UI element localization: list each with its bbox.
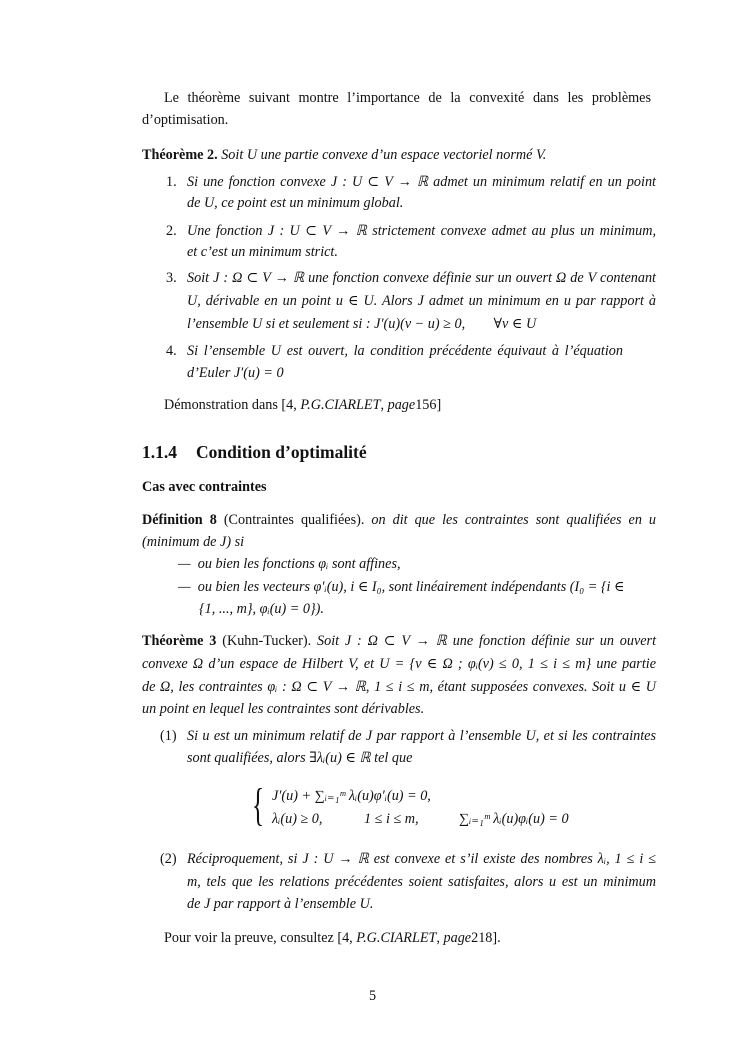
definition-8-item-2: — ou bien les vecteurs φ′ᵢ(u), i ∈ I₀, sont linéairement indépendants (I₀ = {i ∈	[178, 579, 625, 595]
definition-8-line-1: Définition 8 (Contraintes qualifiées). on dit que les contraintes sont qualifiées en u	[142, 512, 657, 528]
theorem-3-line-1: Théorème 3 (Kuhn-Tucker). Soit J : Ω ⊂ V → ℝ une fonction définie sur un ouvert	[142, 633, 657, 649]
theorem-2-statement: Soit U une partie convexe d’un espace vectoriel normé V.	[221, 147, 547, 163]
theorem-3-item-2-line-1: Réciproquement, si J : U → ℝ est convexe et s’il existe des nombres λᵢ, 1 ≤ i ≤	[187, 851, 656, 867]
theorem-2-item-1-line-1: Si une fonction convexe J : U ⊂ V → ℝ admet un minimum relatif en un point	[187, 174, 656, 190]
theorem-3-item-2-line-2: m, tels que les relations précédentes soient satisfaites, alors u est un minimum	[187, 874, 656, 890]
theorem-3-line-2: convexe Ω d’un espace de Hilbert V, et U = {v ∈ Ω ; φᵢ(v) ≤ 0, 1 ≤ i ≤ m} une partie	[142, 656, 656, 672]
theorem-2-item-3-line-2: U, dérivable en un point u ∈ U. Alors J admet un minimum en u par rapport à	[187, 293, 656, 309]
system-equation-2c: ∑ᵢ₌₁ᵐ λᵢ(u)φᵢ(u) = 0	[459, 811, 569, 827]
definition-8-item-1: — ou bien les fonctions φᵢ sont affines,	[178, 556, 401, 572]
system-brace: {	[252, 779, 265, 830]
theorem-3-line-3: de Ω, les contraintes φᵢ : Ω ⊂ V → ℝ, 1 ≤ i ≤ m, étant supposées convexes. Soit u ∈ U	[142, 679, 656, 695]
proof-author: P.G.CIARLET	[356, 930, 437, 946]
theorem-2-item-4-line-1: Si l’ensemble U est ouvert, la condition précédente équivaut à l’équation	[187, 343, 623, 359]
section-heading	[142, 442, 367, 463]
theorem-3-item-2-line-3: de J par rapport à l’ensemble U.	[187, 896, 374, 912]
definition-8-label: Définition 8	[142, 512, 217, 528]
theorem-2-item-3-line-1: Soit J : Ω ⊂ V → ℝ une fonction convexe définie sur un ouvert Ω de V contenant	[187, 270, 656, 286]
intro-line-1: Le théorème suivant montre l’importance de la convexité dans les problèmes	[164, 90, 651, 106]
system-equation-2a: λᵢ(u) ≥ 0,	[272, 811, 323, 827]
theorem-2-item-2-number: 2.	[166, 223, 177, 239]
theorem-2-item-4-line-2: d’Euler J′(u) = 0	[187, 365, 284, 381]
demo-author: P.G.CIARLET	[300, 397, 381, 413]
theorem-3-item-1-number: (1)	[160, 728, 177, 744]
section-subtitle: Cas avec contraintes	[142, 479, 267, 495]
theorem-2-header	[142, 145, 546, 165]
system-equation-2b: 1 ≤ i ≤ m,	[364, 811, 419, 827]
theorem-3-line-4: un point en lequel les contraintes sont dérivables.	[142, 701, 425, 717]
theorem-3-name: (Kuhn-Tucker).	[222, 633, 312, 649]
definition-8-name: (Contraintes qualifiées).	[223, 512, 365, 528]
theorem-3-proof-reference: Pour voir la preuve, consultez [4, P.G.CIARLET, page218].	[164, 930, 501, 946]
section-number: 1.1.4	[142, 442, 177, 462]
definition-8-item-2-line-2: {1, ..., m}, φᵢ(u) = 0}).	[199, 601, 324, 617]
theorem-2-item-4-number: 4.	[166, 343, 177, 359]
theorem-2-item-2-line-1: Une fonction J : U ⊂ V → ℝ strictement convexe admet au plus un minimum,	[187, 223, 656, 239]
theorem-2-demonstration: Démonstration dans [4, P.G.CIARLET, page156]	[164, 397, 442, 413]
system-equation-1: J′(u) + ∑ᵢ₌₁ᵐ λᵢ(u)φ′ᵢ(u) = 0,	[272, 788, 431, 804]
theorem-2-item-3-line-3: l’ensemble U si et seulement si : J′(u)(v − u) ≥ 0, ∀v ∈ U	[187, 316, 537, 332]
definition-8-line-2: (minimum de J) si	[142, 534, 245, 550]
theorem-2-item-2-line-2: et c’est un minimum strict.	[187, 244, 338, 260]
theorem-2-item-3-number: 3.	[166, 270, 177, 286]
theorem-2-item-1-number: 1.	[166, 174, 177, 190]
theorem-3-item-1-line-2: sont qualifiées, alors ∃λᵢ(u) ∈ ℝ tel que	[187, 750, 413, 766]
theorem-3-label: Théorème 3	[142, 633, 217, 649]
intro-line-2: d’optimisation.	[142, 112, 229, 128]
theorem-3-item-2-number: (2)	[160, 851, 177, 867]
theorem-2-item-1-line-2: de U, ce point est un minimum global.	[187, 195, 404, 211]
page-number: 5	[368, 988, 377, 1004]
theorem-2-label: Théorème 2.	[142, 147, 218, 163]
section-title: Condition d’optimalité	[196, 442, 367, 462]
theorem-3-item-1-line-1: Si u est un minimum relatif de J par rapport à l’ensemble U, et si les contraintes	[187, 728, 656, 744]
